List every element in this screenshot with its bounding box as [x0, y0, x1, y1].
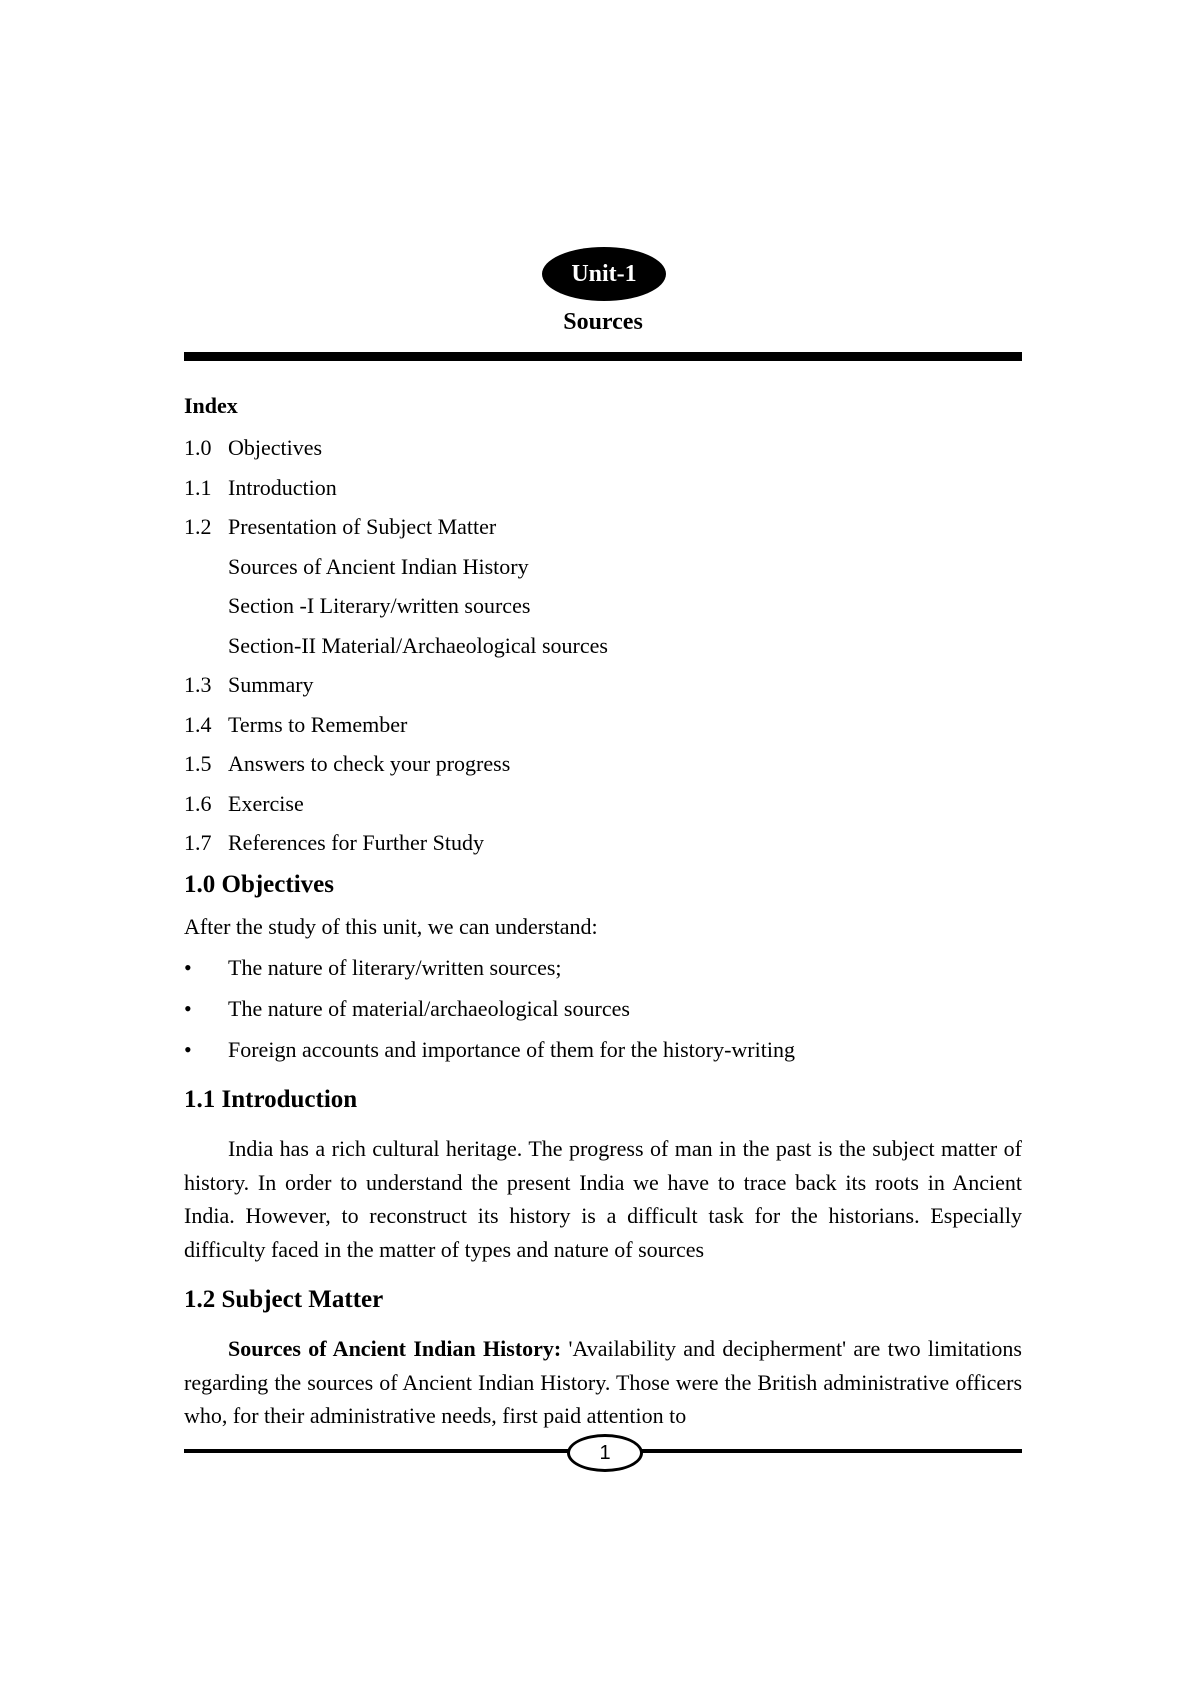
index-text: Exercise: [228, 790, 304, 816]
index-number: 1.6: [184, 790, 212, 816]
index-number: 1.4: [184, 711, 212, 737]
index-number: 1.1: [184, 474, 212, 500]
document-page: [184, 0, 1022, 1698]
index-text: Presentation of Subject Matter: [228, 514, 497, 539]
objectives-heading: 1.0 Objectives: [184, 871, 334, 898]
subject-matter-lead: Sources of Ancient Indian History:: [228, 1336, 562, 1361]
index-number: 1.3: [184, 672, 212, 697]
bullet-text: Foreign accounts and importance of them for the history-writing: [228, 1037, 795, 1062]
bullet-icon: •: [184, 1037, 192, 1062]
index-heading: Index: [184, 393, 238, 418]
index-number: 1.7: [184, 830, 212, 855]
subject-matter-paragraph: [184, 1332, 1022, 1433]
index-text: Summary: [228, 672, 314, 697]
introduction-text: India has a rich cultural heritage. The progress of man in the past is the subject matter of history. In order to understand the present India we have to trace back its roots in Ancient India. However, to reconstruct its history is a difficult task for the historians. Especially difficulty faced in the matter of types and nature of sources: [184, 1136, 1022, 1262]
bullet-text: The nature of literary/written sources;: [228, 955, 562, 980]
subject-matter-heading: 1.2 Subject Matter: [184, 1286, 384, 1313]
bullet-icon: •: [184, 996, 192, 1021]
objectives-intro: After the study of this unit, we can understand:: [184, 914, 598, 939]
introduction-paragraph: [184, 1132, 1022, 1266]
subject-matter-body: [184, 1332, 1022, 1433]
index-text: Introduction: [228, 474, 337, 500]
index-text: Section -I Literary/written sources: [228, 593, 531, 618]
index-number: 1.0: [184, 435, 212, 460]
subject-matter-text: 'Availability and decipherment' are two limitations regarding the sources of Ancient Indian History. Those were the British administrative officers who, for their administrative needs, first paid attention to: [184, 1336, 1022, 1428]
index-text: Objectives: [228, 435, 323, 460]
header-divider: [184, 352, 1022, 361]
unit-badge: Unit-1: [542, 247, 666, 301]
index-text: Terms to Remember: [228, 711, 408, 737]
index-text: Answers to check your progress: [228, 751, 511, 776]
page-number: 1: [567, 1434, 643, 1472]
index-number: 1.2: [184, 514, 212, 539]
index-text: References for Further Study: [228, 830, 484, 855]
introduction-heading: 1.1 Introduction: [184, 1086, 358, 1113]
index-number: 1.5: [184, 751, 212, 776]
bullet-text: The nature of material/archaeological sources: [228, 996, 630, 1021]
bullet-icon: •: [184, 955, 192, 980]
index-text: Section-II Material/Archaeological sources: [228, 632, 608, 658]
index-text: Sources of Ancient Indian History: [228, 553, 529, 579]
unit-title: Sources: [563, 309, 643, 335]
